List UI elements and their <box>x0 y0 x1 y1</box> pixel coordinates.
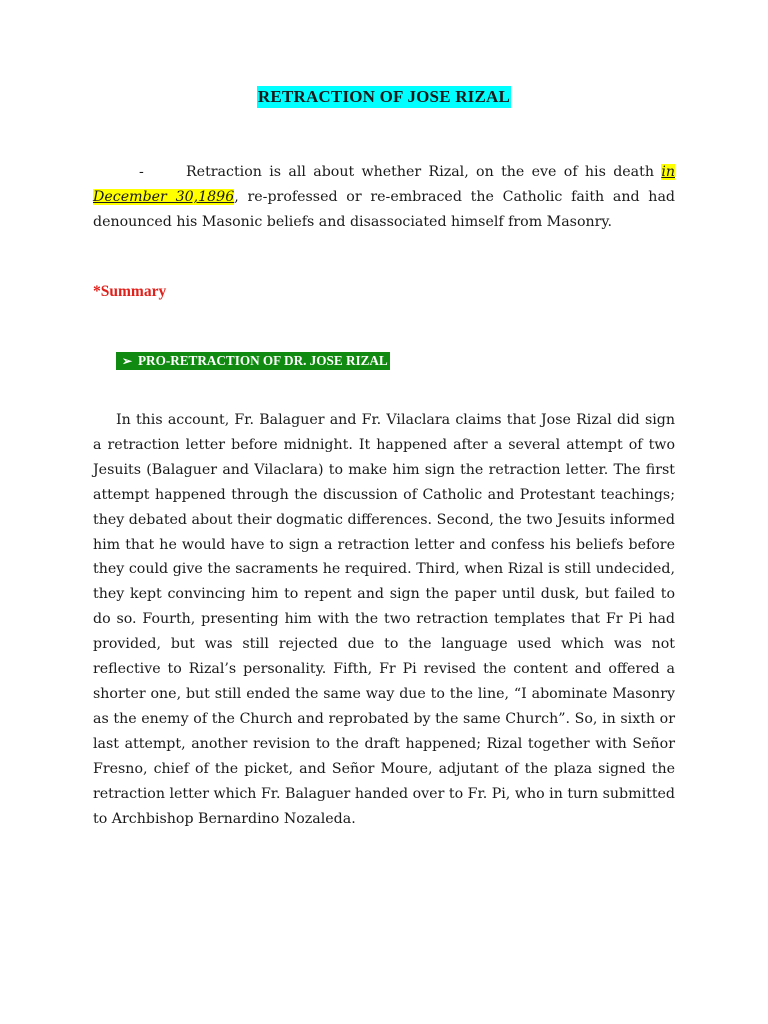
highlighted-date: in December 30,1896 <box>93 164 675 205</box>
pro-retraction-heading <box>116 352 390 370</box>
intro-text-before: Retraction is all about whether Rizal, on the eve of his death <box>186 164 662 180</box>
title-container <box>0 86 768 108</box>
pro-retraction-paragraph: In this account, Fr. Balaguer and Fr. Vilaclara claims that Jose Rizal did sign a retraction letter before midnight. It happened after a several attempt of two Jesuits (Balaguer and Vilaclara) to make him sign the retraction letter. The first attempt happened through the discussion of Catholic and Protestant teachings; they debated about their dogmatic differences. Second, the two Jesuits informed him that he would have to sign a retraction letter and confess his beliefs before they could give the sacraments he required. Third, when Rizal is still undecided, they kept convincing him to repent and sign the paper until dusk, but failed to do so. Fourth, presenting him with the two retraction templates that Fr Pi had provided, but was still rejected due to the language used which was not reflective to Rizal’s personality. Fifth, Fr Pi revised the content and offered a shorter one, but still ended the same way due to the line, “I abominate Masonry as the enemy of the Church and reprobated by the same Church”. So, in sixth or last attempt, another revision to the draft happened; Rizal together with Señor Fresno, chief of the picket, and Señor Moure, adjutant of the plaza signed the retraction letter which Fr. Balaguer handed over to Fr. Pi, who in turn submitted to Archbishop Bernardino Nozaleda. <box>93 412 675 827</box>
arrow-bullet-icon: ➢ <box>121 354 133 368</box>
summary-label: *Summary <box>93 283 167 300</box>
pro-retraction-heading-text: PRO-RETRACTION OF DR. JOSE RIZAL <box>138 353 388 368</box>
intro-text-after: , re-professed or re-embraced the Catholic faith and had denounced his Masonic beliefs and disassociated himself from Masonry. <box>93 189 675 230</box>
document-title: RETRACTION OF JOSE RIZAL <box>257 87 511 106</box>
intro-paragraph <box>93 160 675 235</box>
bullet-dash: - <box>139 164 144 180</box>
